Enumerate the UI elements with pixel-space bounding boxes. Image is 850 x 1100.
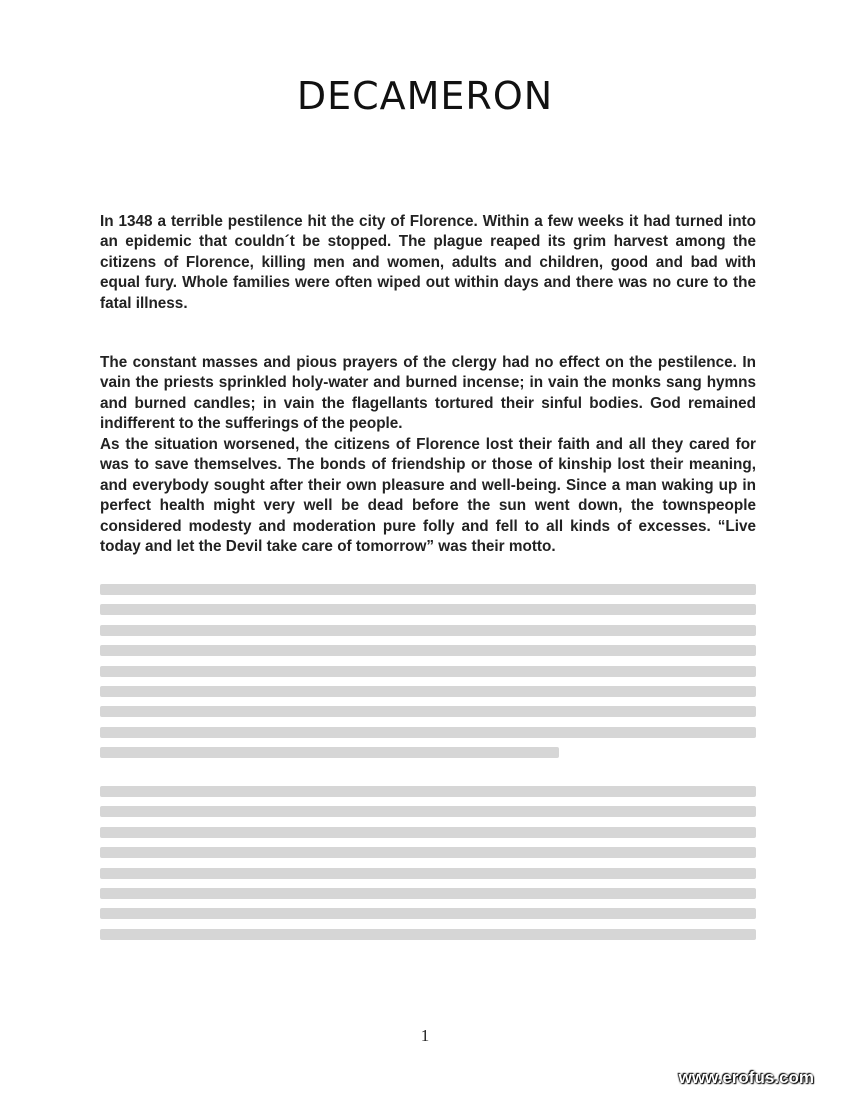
watermark: www.erofus.com [678, 1068, 814, 1087]
paragraph-3: As the situation worsened, the citizens of Florence lost their faith and all they cared for was to save themselves. The bonds of friendship or those of kinship lost their meaning, and everybody sought after their own pleasure and well-being. Since a man waking up in perfect health might very well be dead before the sun went down, the townspeople considered modesty and moderation pure folly and fell to all kinds of excesses. “Live today and let the Devil take care of tomorrow” was their motto. [100, 436, 756, 556]
omitted-paragraph-5 [100, 786, 756, 949]
page-number: 1 [420, 1026, 430, 1045]
omitted-paragraph-4 [100, 584, 756, 768]
paragraph-2: The constant masses and pious prayers of the clergy had no effect on the pestilence. In vain the priests sprinkled holy-water and burned incense; in vain the monks sang hymns and burned candles; in vain the flagellants tortured their sinful bodies. God remained indifferent to the sufferings of the people. [100, 354, 756, 433]
document-title: DECAMERON [296, 74, 554, 118]
paragraph-1: In 1348 a terrible pestilence hit the city of Florence. Within a few weeks it had turned into an epidemic that couldn´t be stopped. The plague reaped its grim harvest among the citizens of Florence, killing men and women, adults and children, good and bad with equal fury. Whole families were often wiped out within days and there was no cure to the fatal illness. [100, 213, 756, 312]
